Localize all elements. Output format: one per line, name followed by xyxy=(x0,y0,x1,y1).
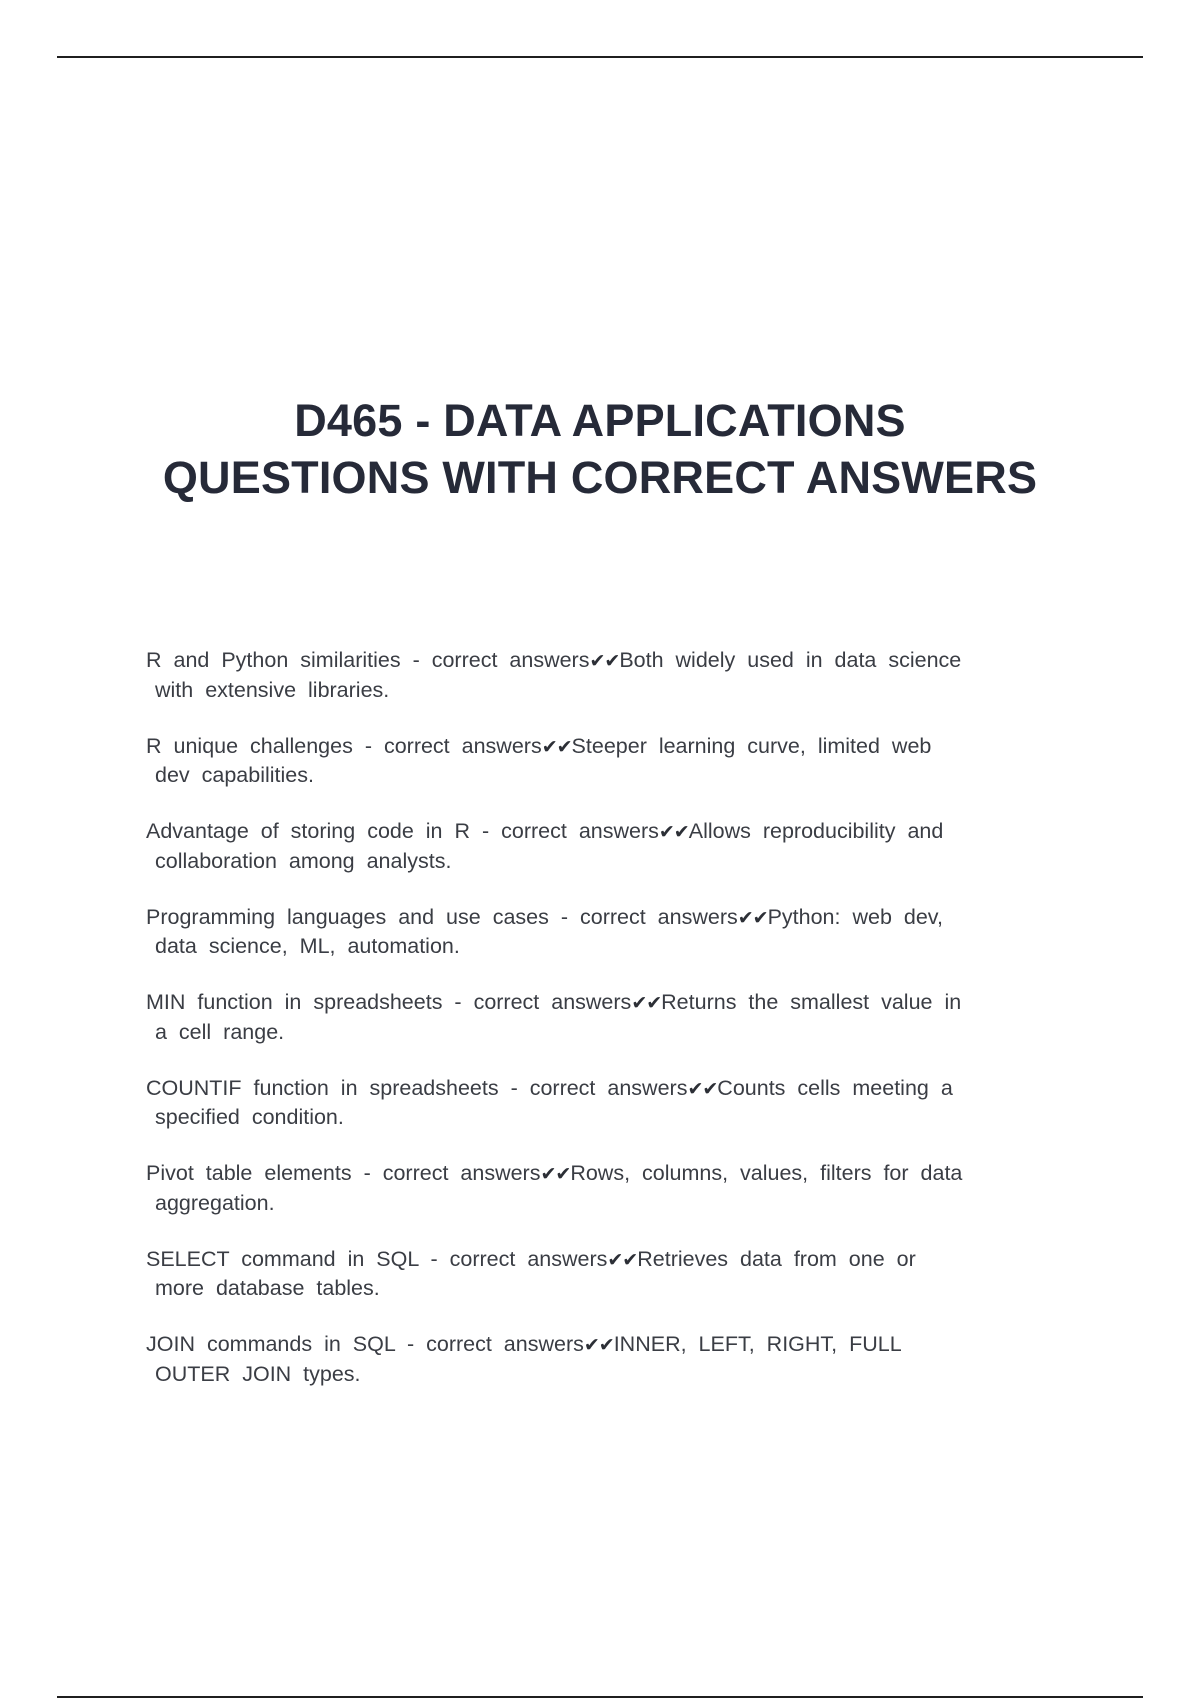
question-text: SELECT command in SQL xyxy=(146,1246,419,1271)
question-text: R and Python similarities xyxy=(146,648,401,672)
answer-marker: correct answers xyxy=(431,648,590,672)
qa-line-first: COUNTIF function in spreadsheets - correct answers✔✔Counts cells meeting a xyxy=(146,1075,953,1100)
answer-text: Retrieves data from one or xyxy=(637,1246,916,1271)
answer-text: Both widely used in data science xyxy=(619,648,962,672)
double-check-icon: ✔✔ xyxy=(540,1163,571,1185)
qa-item xyxy=(146,817,1076,875)
answer-marker: correct answers xyxy=(383,733,542,758)
answer-text: Counts cells meeting a xyxy=(717,1075,953,1100)
double-check-icon: ✔✔ xyxy=(589,650,620,672)
question-text: Advantage of storing code in R xyxy=(146,819,471,843)
qa-line-first: Advantage of storing code in R - correct answers✔✔Allows reproducibility and xyxy=(146,819,944,843)
answer-text: INNER, LEFT, RIGHT, FULL xyxy=(613,1332,902,1356)
answer-text: Rows, columns, values, filters for data xyxy=(570,1161,963,1185)
double-check-icon: ✔✔ xyxy=(631,992,662,1014)
double-check-icon: ✔✔ xyxy=(737,906,768,929)
qa-item xyxy=(146,988,1076,1046)
answer-continuation: collaboration among analysts. xyxy=(155,848,452,873)
double-check-icon: ✔✔ xyxy=(687,1077,718,1100)
answer-continuation: data science, ML, automation. xyxy=(155,934,460,958)
qa-line-first: MIN function in spreadsheets - correct answers✔✔Returns the smallest value in xyxy=(146,990,962,1014)
answer-text: Steeper learning curve, limited web xyxy=(571,733,932,758)
answer-text: Python: web dev, xyxy=(767,904,943,929)
answer-marker: correct answers xyxy=(501,819,659,843)
answer-continuation: aggregation. xyxy=(155,1190,275,1215)
answer-continuation: with extensive libraries. xyxy=(155,677,390,702)
answer-continuation: dev capabilities. xyxy=(155,763,314,787)
qa-item xyxy=(146,646,1076,704)
question-text: Programming languages and use cases xyxy=(146,904,549,929)
title-line: D465 - DATA APPLICATIONS xyxy=(294,395,906,446)
double-check-icon: ✔✔ xyxy=(607,1248,638,1271)
bottom-rule xyxy=(57,1696,1143,1698)
qa-item xyxy=(146,1074,1076,1132)
qa-list xyxy=(146,646,1076,1416)
question-text: R unique challenges xyxy=(146,733,353,758)
answer-marker: correct answers xyxy=(579,904,738,929)
qa-line-first: JOIN commands in SQL - correct answers✔✔INNER, LEFT, RIGHT, FULL xyxy=(146,1332,902,1356)
question-text: MIN function in spreadsheets xyxy=(146,990,443,1014)
page-title xyxy=(0,392,1200,506)
question-text: Pivot table elements xyxy=(146,1161,352,1185)
qa-line-first: Pivot table elements - correct answers✔✔Rows, columns, values, filters for data xyxy=(146,1161,963,1185)
answer-continuation: a cell range. xyxy=(155,1019,285,1044)
double-check-icon: ✔✔ xyxy=(541,735,572,758)
answer-continuation: OUTER JOIN types. xyxy=(155,1361,361,1386)
qa-item xyxy=(146,903,1076,961)
question-text: JOIN commands in SQL xyxy=(146,1332,395,1356)
qa-line-first: Programming languages and use cases - correct answers✔✔Python: web dev, xyxy=(146,904,943,929)
qa-item xyxy=(146,732,1076,790)
answer-marker: correct answers xyxy=(426,1332,584,1356)
answer-continuation: specified condition. xyxy=(155,1105,344,1129)
answer-marker: correct answers xyxy=(473,990,632,1014)
question-text: COUNTIF function in spreadsheets xyxy=(146,1075,499,1100)
top-rule xyxy=(57,56,1143,58)
qa-item xyxy=(146,1245,1076,1303)
double-check-icon: ✔✔ xyxy=(583,1334,614,1356)
qa-item xyxy=(146,1330,1076,1388)
qa-item xyxy=(146,1159,1076,1217)
answer-continuation: more database tables. xyxy=(155,1276,380,1300)
answer-text: Allows reproducibility and xyxy=(688,819,944,843)
answer-marker: correct answers xyxy=(449,1246,608,1271)
answer-marker: correct answers xyxy=(529,1075,688,1100)
double-check-icon: ✔✔ xyxy=(658,821,689,843)
answer-text: Returns the smallest value in xyxy=(661,990,962,1014)
qa-line-first: R unique challenges - correct answers✔✔Steeper learning curve, limited web xyxy=(146,733,932,758)
answer-marker: correct answers xyxy=(382,1161,541,1185)
qa-line-first: R and Python similarities - correct answers✔✔Both widely used in data science xyxy=(146,648,962,672)
qa-line-first: SELECT command in SQL - correct answers✔✔Retrieves data from one or xyxy=(146,1246,916,1271)
title-line: QUESTIONS WITH CORRECT ANSWERS xyxy=(162,452,1038,503)
